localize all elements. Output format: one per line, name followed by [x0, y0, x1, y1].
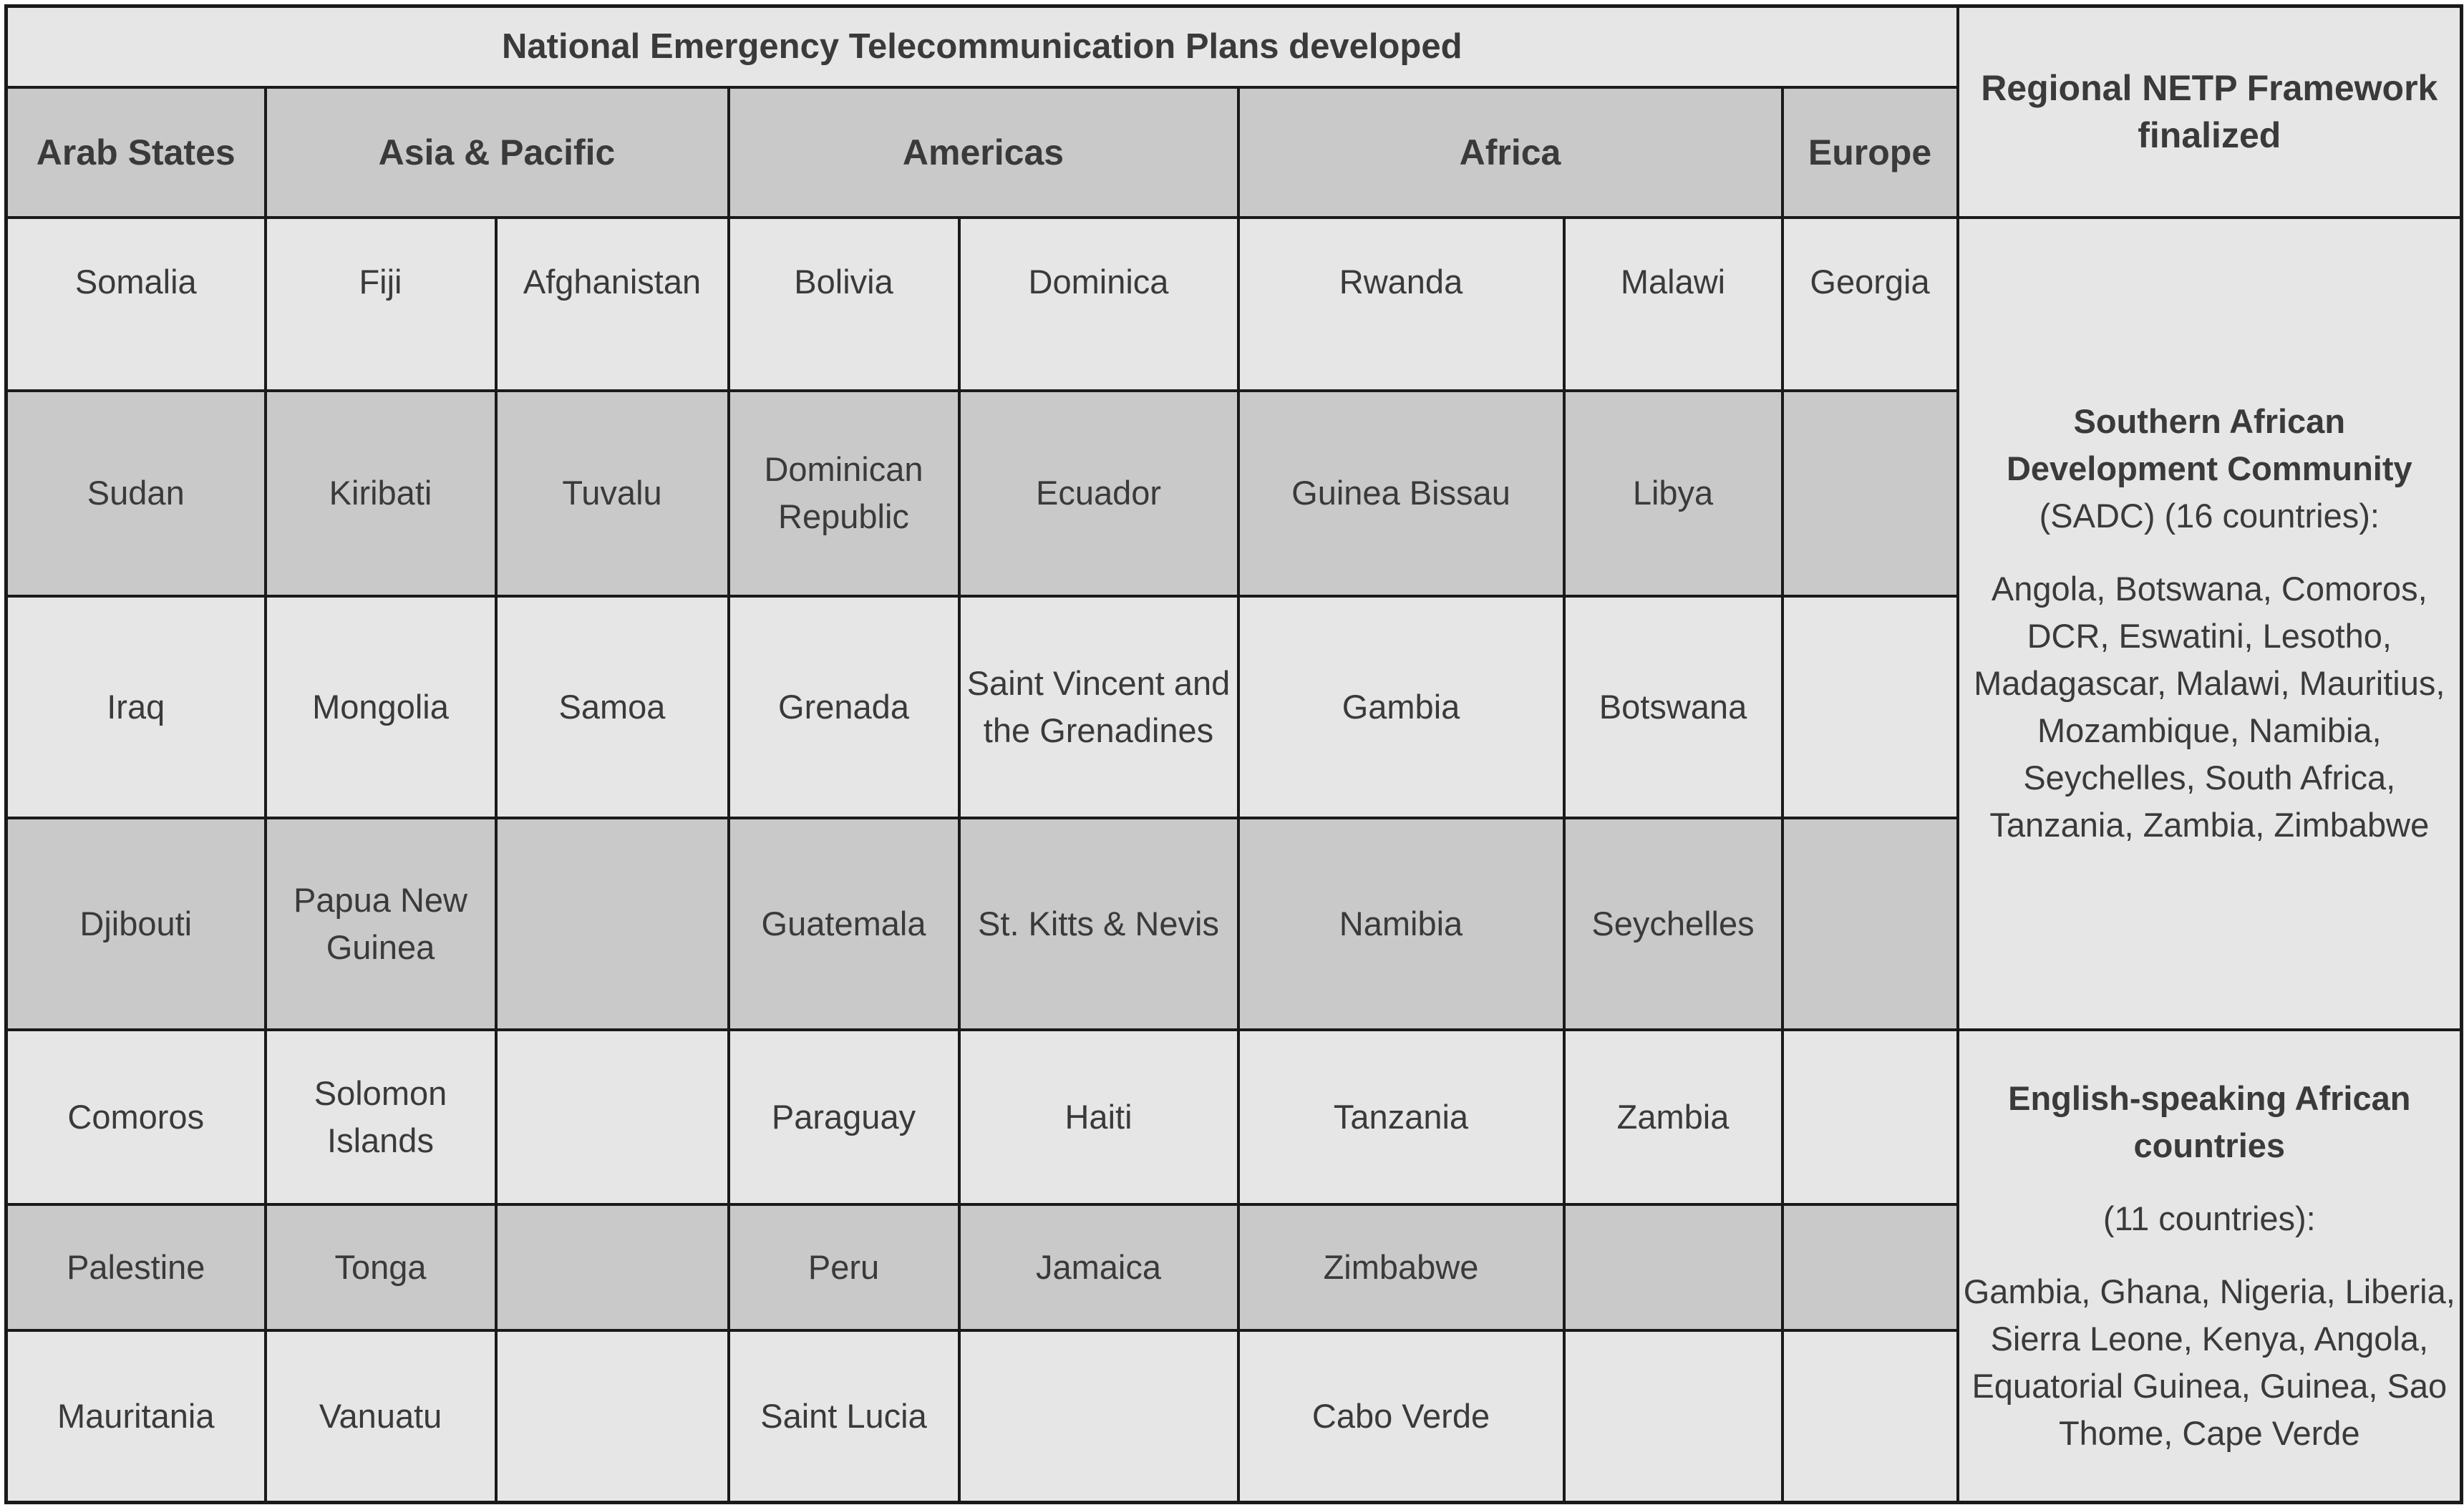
- table-cell: Dominica: [959, 218, 1238, 391]
- table-cell: [496, 1330, 729, 1503]
- table-cell: Tonga: [266, 1204, 496, 1330]
- table-cell: Tuvalu: [496, 391, 729, 596]
- table-cell: Somalia: [6, 218, 266, 391]
- table-cell: [1782, 1204, 1958, 1330]
- table-cell: Cabo Verde: [1238, 1330, 1564, 1503]
- english-speaking-framework-cell: [1958, 1030, 2462, 1503]
- region-header-africa: Africa: [1238, 87, 1782, 218]
- table-cell: Papua New Guinea: [266, 818, 496, 1030]
- english-speaking-framework-name: English-speaking African countries: [2008, 1078, 2411, 1164]
- table-cell: Palestine: [6, 1204, 266, 1330]
- sadc-framework-subtitle: (SADC) (16 countries):: [2039, 497, 2380, 535]
- table-cell: Ecuador: [959, 391, 1238, 596]
- english-speaking-framework-countries: Gambia, Ghana, Nigeria, Liberia, Sierra Leone, Kenya, Angola, Equatorial Guinea, Guinea, Sao Thome, Cape Verde: [1963, 1272, 2455, 1452]
- table-cell: [496, 818, 729, 1030]
- table-cell: Saint Lucia: [729, 1330, 959, 1503]
- table-cell: Iraq: [6, 596, 266, 818]
- table-cell: Samoa: [496, 596, 729, 818]
- table-cell: Gambia: [1238, 596, 1564, 818]
- table-cell: Botswana: [1564, 596, 1782, 818]
- table-cell: Malawi: [1564, 218, 1782, 391]
- region-header-europe: Europe: [1782, 87, 1958, 218]
- table-cell: Jamaica: [959, 1204, 1238, 1330]
- table-cell: Vanuatu: [266, 1330, 496, 1503]
- table-title: National Emergency Telecommunication Plans developed: [6, 6, 1958, 87]
- table-cell: Namibia: [1238, 818, 1564, 1030]
- region-header-americas: Americas: [729, 87, 1238, 218]
- table-cell: Dominican Republic: [729, 391, 959, 596]
- table-cell: [1782, 1330, 1958, 1503]
- table-cell: Paraguay: [729, 1030, 959, 1204]
- table-cell: Peru: [729, 1204, 959, 1330]
- table-cell: [1782, 391, 1958, 596]
- table-cell: [1782, 596, 1958, 818]
- table-cell: Bolivia: [729, 218, 959, 391]
- table-cell: [959, 1330, 1238, 1503]
- table-cell: Saint Vincent and the Grenadines: [959, 596, 1238, 818]
- table-cell: Libya: [1564, 391, 1782, 596]
- table-cell: Comoros: [6, 1030, 266, 1204]
- table-cell: Guinea Bissau: [1238, 391, 1564, 596]
- table-cell: Tanzania: [1238, 1030, 1564, 1204]
- table-cell: Mauritania: [6, 1330, 266, 1503]
- table-cell: Fiji: [266, 218, 496, 391]
- netp-table-container: [4, 4, 2460, 1501]
- table-cell: Solomon Islands: [266, 1030, 496, 1204]
- table-cell: Sudan: [6, 391, 266, 596]
- table-cell: Zimbabwe: [1238, 1204, 1564, 1330]
- table-cell: [1782, 818, 1958, 1030]
- english-speaking-framework-subtitle: (11 countries):: [2102, 1199, 2316, 1237]
- table-cell: [1564, 1330, 1782, 1503]
- table-cell: Georgia: [1782, 218, 1958, 391]
- region-header-arab-states: Arab States: [6, 87, 266, 218]
- sadc-framework-cell: [1958, 218, 2462, 1030]
- netp-table: [4, 4, 2463, 1504]
- region-header-asia-pacific: Asia & Pacific: [266, 87, 729, 218]
- table-cell: Grenada: [729, 596, 959, 818]
- table-cell: Djibouti: [6, 818, 266, 1030]
- table-cell: [496, 1030, 729, 1204]
- table-cell: Rwanda: [1238, 218, 1564, 391]
- table-cell: Afghanistan: [496, 218, 729, 391]
- table-cell: Kiribati: [266, 391, 496, 596]
- table-cell: [496, 1204, 729, 1330]
- table-cell: St. Kitts & Nevis: [959, 818, 1238, 1030]
- regional-framework-header: Regional NETP Framework finalized: [1958, 6, 2462, 218]
- table-cell: Zambia: [1564, 1030, 1782, 1204]
- table-cell: Mongolia: [266, 596, 496, 818]
- sadc-framework-name: Southern African Development Community: [2006, 402, 2412, 487]
- sadc-framework-countries: Angola, Botswana, Comoros, DCR, Eswatini, Lesotho, Madagascar, Malawi, Mauritius, Mozambique, Namibia, Seychelles, South Africa, Tanzania, Zambia, Zimbabwe: [1974, 570, 2445, 844]
- table-cell: Guatemala: [729, 818, 959, 1030]
- table-cell: Haiti: [959, 1030, 1238, 1204]
- table-cell: Seychelles: [1564, 818, 1782, 1030]
- table-cell: [1782, 1030, 1958, 1204]
- table-cell: [1564, 1204, 1782, 1330]
